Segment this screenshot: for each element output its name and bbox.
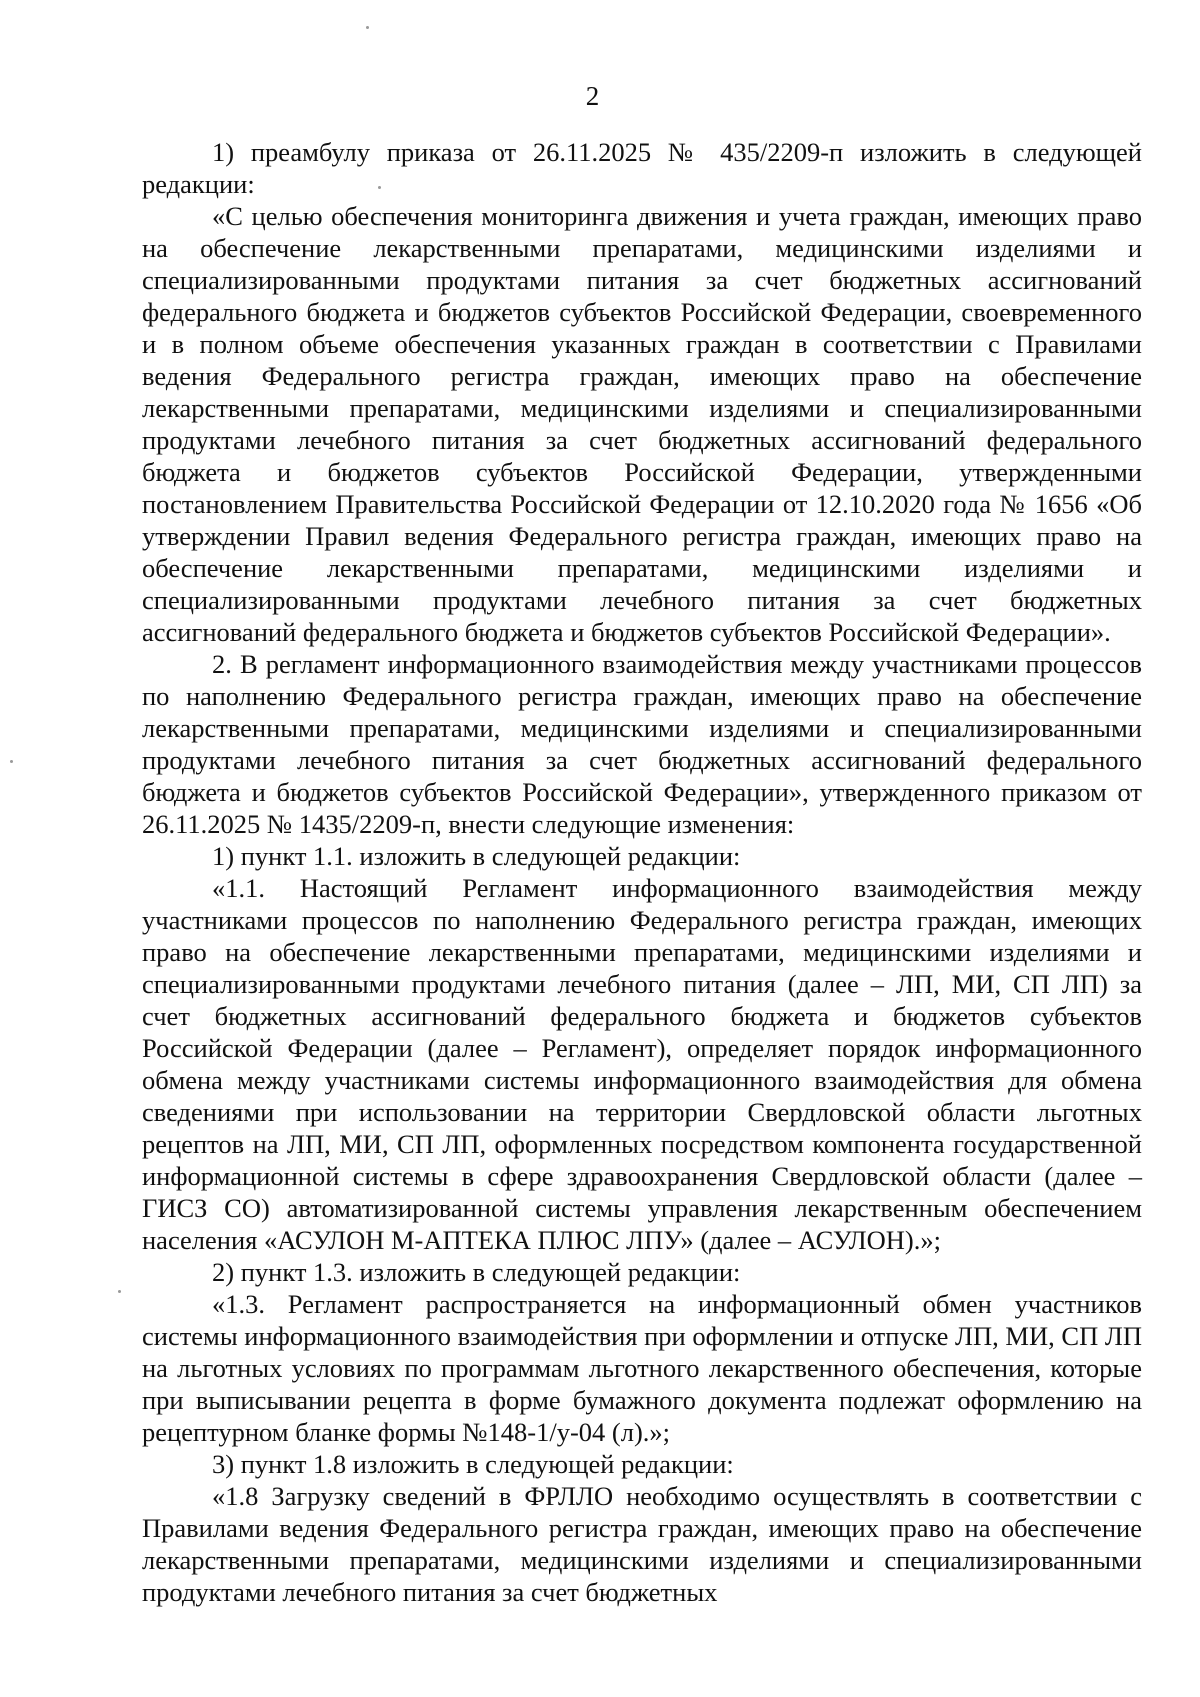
paragraph-clause-1-8: «1.8 Загрузку сведений в ФРЛЛО необходимо осуществлять в соответствии с Правилами ведения Федерального регистра граждан, имеющих право на обеспечение лекарственными препаратами, медицинскими изделиями и специализированными продуктами лечебного питания за счет бюджетных xyxy=(142,1481,1142,1607)
page-number: 2 xyxy=(585,81,600,111)
scan-speck xyxy=(10,760,13,763)
paragraph-subitem-1: 1) пункт 1.1. изложить в следующей редакции: xyxy=(212,841,741,871)
scan-speck xyxy=(366,26,369,29)
paragraph-item-2: 2. В регламент информационного взаимодействия между участниками процессов по наполнению Федерального регистра граждан, имеющих право на обеспечение лекарственными препаратами, медицинскими изделиями и специализированными продуктами лечебного питания за счет бюджетных ассигнований федерального бюджета и бюджетов субъектов Российской Федерации», утвержденного приказом от 26.11.2025 № 1435/2209-п, внести следующие изменения: xyxy=(142,649,1142,839)
paragraph-subitem-2: 2) пункт 1.3. изложить в следующей редакции: xyxy=(212,1257,741,1287)
scan-speck xyxy=(118,1290,121,1293)
paragraph-preamble-text: «С целью обеспечения мониторинга движения и учета граждан, имеющих право на обеспечение лекарственными препаратами, медицинскими изделиями и специализированными продуктами питания за счет бюджетных ассигнований федерального бюджета и бюджетов субъектов Российской Федерации, своевременного и в полном объеме обеспечения указанных граждан в соответствии с Правилами ведения Федерального регистра граждан, имеющих право на обеспечение лекарственными препаратами, медицинскими изделиями и специализированными продуктами лечебного питания за счет бюджетных ассигнований федерального бюджета и бюджетов субъектов Российской Федерации, утвержденными постановлением Правительства Российской Федерации от 12.10.2020 года № 1656 «Об утверждении Правил ведения Федерального регистра граждан, имеющих право на обеспечение лекарственными препаратами, медицинскими изделиями и специализированными продуктами лечебного питания за счет бюджетных ассигнований федерального бюджета и бюджетов субъектов Российской Федерации». xyxy=(142,201,1142,647)
paragraph-clause-1-3: «1.3. Регламент распространяется на информационный обмен участников системы информационного взаимодействия при оформлении и отпуске ЛП, МИ, СП ЛП на льготных условиях по программам льготного лекарственного обеспечения, которые при выписывании рецепта в форме бумажного документа подлежат оформлению на рецептурном бланке формы №148-1/у-04 (л).»; xyxy=(142,1289,1142,1447)
document-body xyxy=(142,136,1142,1608)
paragraph-subitem-3: 3) пункт 1.8 изложить в следующей редакции: xyxy=(212,1449,734,1479)
paragraph-clause-1-1: «1.1. Настоящий Регламент информационного взаимодействия между участниками процессов по наполнению Федерального регистра граждан, имеющих право на обеспечение лекарственными препаратами, медицинскими изделиями и специализированными продуктами лечебного питания (далее – ЛП, МИ, СП ЛП) за счет бюджетных ассигнований федерального бюджета и бюджетов субъектов Российской Федерации (далее – Регламент), определяет порядок информационного обмена между участниками системы информационного взаимодействия для обмена сведениями при использовании на территории Свердловской области льготных рецептов на ЛП, МИ, СП ЛП, оформленных посредством компонента государственной информационной системы в сфере здравоохранения Свердловской области (далее – ГИСЗ СО) автоматизированной системы управления лекарственным обеспечением населения «АСУЛОН М-АПТЕКА ПЛЮС ЛПУ» (далее – АСУЛОН).»; xyxy=(142,873,1142,1255)
paragraph-preamble-instruction: 1) преамбулу приказа от 26.11.2025 № 435/2209-п изложить в следующей редакции: xyxy=(142,137,1142,199)
